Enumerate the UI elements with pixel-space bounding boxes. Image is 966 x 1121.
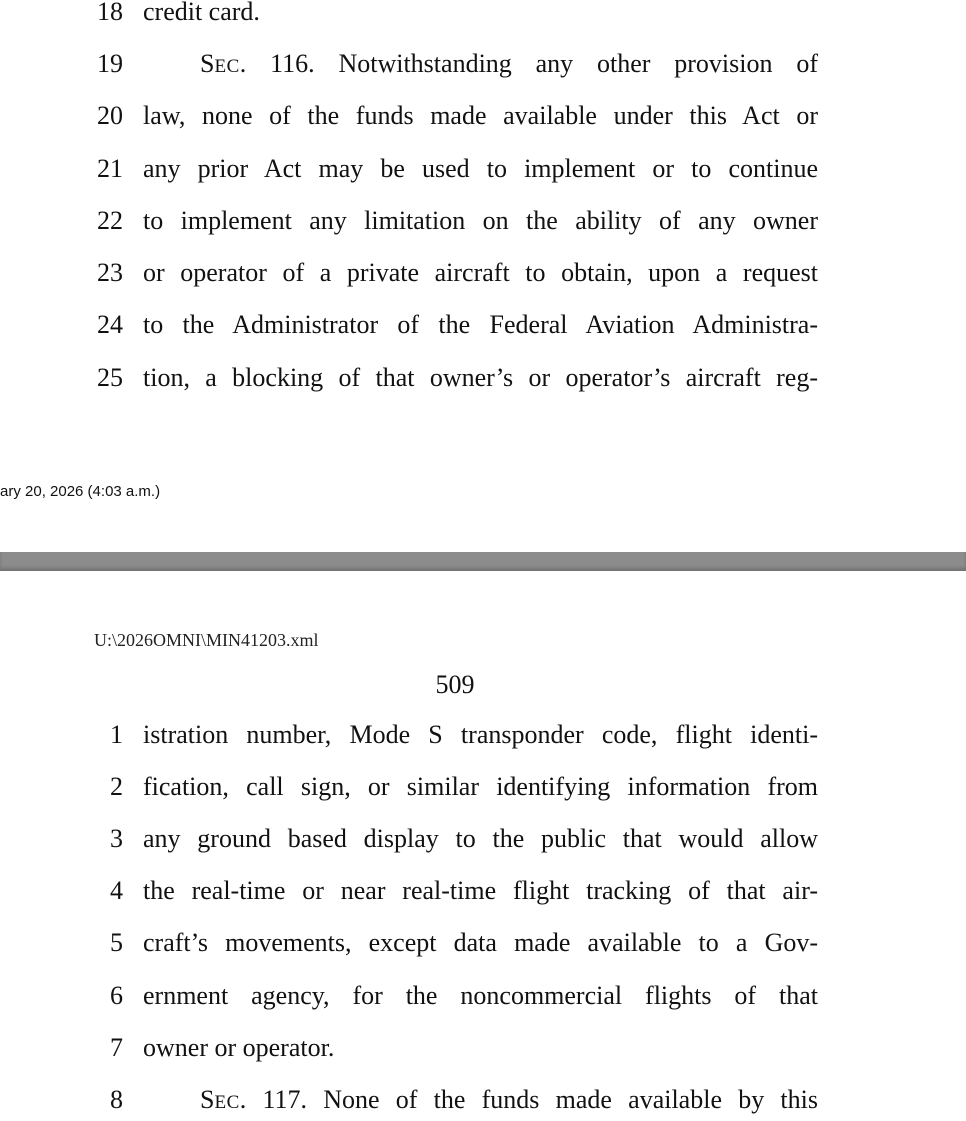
bill-line xyxy=(0,255,966,291)
line-number: 4 xyxy=(110,876,123,905)
file-path-header: U:\2026OMNI\MIN41203.xml xyxy=(94,630,319,650)
bill-line xyxy=(0,203,966,239)
line-number: 18 xyxy=(97,0,123,26)
line-text: the real-time or near real-time flight tracking of that air- xyxy=(143,876,818,905)
line-text: or operator of a private aircraft to obtain, upon a request xyxy=(143,258,818,287)
section-label-cap: S xyxy=(200,1085,215,1114)
bill-line xyxy=(0,1082,966,1118)
line-number: 2 xyxy=(110,772,123,801)
line-number: 22 xyxy=(97,206,123,235)
bill-line xyxy=(0,98,966,134)
bill-line xyxy=(0,978,966,1014)
line-number: 21 xyxy=(97,154,123,183)
bill-line xyxy=(0,873,966,909)
bill-line xyxy=(0,821,966,857)
bill-line xyxy=(0,717,966,753)
section-116-heading-line xyxy=(143,46,818,85)
line-text: craft’s movements, except data made available to a Gov- xyxy=(143,928,818,957)
page-number: 509 xyxy=(435,670,475,699)
bill-line xyxy=(0,1030,966,1066)
line-number: 7 xyxy=(110,1033,123,1062)
previous-page xyxy=(0,0,966,552)
line-number: 19 xyxy=(97,49,123,78)
line-number: 3 xyxy=(110,824,123,853)
bill-line xyxy=(0,0,966,30)
line-text: credit card. xyxy=(143,0,260,26)
bill-line xyxy=(0,769,966,805)
line-number: 5 xyxy=(110,928,123,957)
section-label-cap: S xyxy=(200,49,215,78)
footer-date-stamp: ary 20, 2026 (4:03 a.m.) xyxy=(0,483,161,500)
line-text: to the Administrator of the Federal Aviation Administra- xyxy=(143,310,818,339)
line-text: any ground based display to the public that would allow xyxy=(143,824,818,853)
line-number: 24 xyxy=(97,310,123,339)
section-label-small: EC xyxy=(214,56,240,77)
line-text: ernment agency, for the noncommercial flights of that xyxy=(143,981,818,1010)
current-page xyxy=(0,571,966,1114)
line-text: istration number, Mode S transponder code, flight identi- xyxy=(143,720,818,749)
section-117-heading-line xyxy=(143,1082,818,1121)
line-number: 1 xyxy=(110,720,123,749)
line-number: 8 xyxy=(110,1085,123,1114)
line-number: 23 xyxy=(97,258,123,287)
bill-line xyxy=(0,151,966,187)
section-label-small: EC xyxy=(214,1092,240,1113)
line-number: 25 xyxy=(97,363,123,392)
line-text: tion, a blocking of that owner’s or operator’s aircraft reg- xyxy=(143,363,818,392)
line-text: any prior Act may be used to implement or to continue xyxy=(143,154,818,183)
bill-line xyxy=(0,46,966,82)
bill-line xyxy=(0,360,966,396)
line-text: law, none of the funds made available under this Act or xyxy=(143,101,818,130)
bill-line xyxy=(0,307,966,343)
line-number: 20 xyxy=(97,101,123,130)
line-text: . 116. Notwithstanding any other provision of xyxy=(239,49,818,78)
line-text: . 117. None of the funds made available by this xyxy=(239,1085,818,1114)
line-text: to implement any limitation on the ability of any owner xyxy=(143,206,818,235)
page-separator xyxy=(0,552,966,571)
line-text: fication, call sign, or similar identifying information from xyxy=(143,772,818,801)
line-number: 6 xyxy=(110,981,123,1010)
bill-line xyxy=(0,925,966,961)
line-text: owner or operator. xyxy=(143,1033,335,1062)
